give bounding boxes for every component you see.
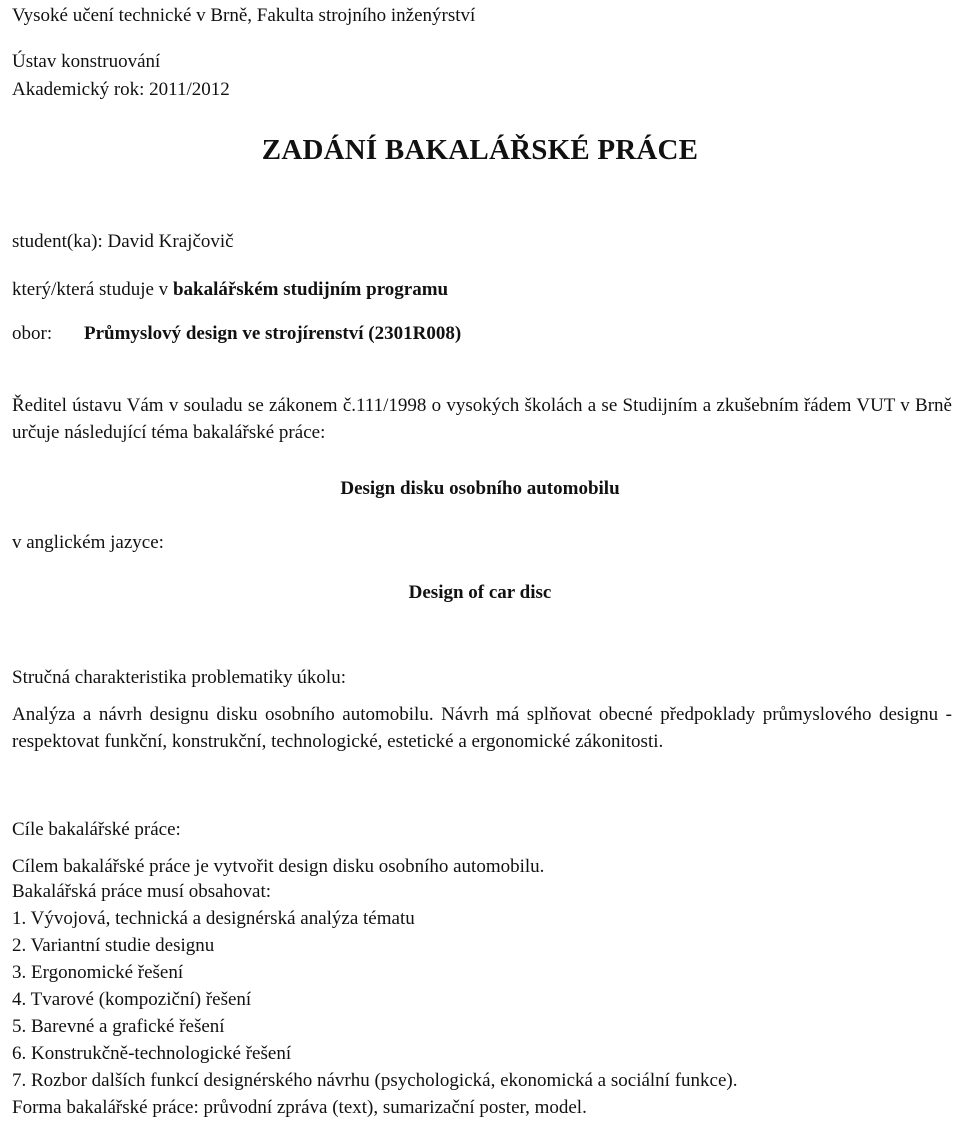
- thesis-form-line: Forma bakalářské práce: průvodní zpráva (text), sumarizační poster, model.: [12, 1097, 587, 1118]
- goals-intro: Cílem bakalářské práce je vytvořit design disku osobního automobilu.: [12, 856, 545, 877]
- student-line: student(ka): David Krajčovič: [12, 231, 234, 252]
- study-program-type: bakalářském studijním programu: [172, 279, 449, 300]
- must-contain-line: Bakalářská práce musí obsahovat:: [12, 881, 272, 902]
- characteristics-text: Analýza a návrh designu disku osobního automobilu. Návrh má splňovat obecné předpoklady průmyslového designu -respektovat funkční, konstrukční, technologické, estetické a ergonomické zákonitosti.: [12, 704, 952, 752]
- field-of-study-line: [12, 322, 461, 346]
- goal-item: 6. Konstrukčně-technologické řešení: [12, 1043, 292, 1064]
- goal-item: 4. Tvarové (kompoziční) řešení: [12, 989, 252, 1010]
- topic-english: Design of car disc: [408, 582, 552, 603]
- english-language-label: v anglickém jazyce:: [12, 532, 164, 553]
- goals-heading: Cíle bakalářské práce:: [12, 819, 181, 840]
- department-line: Ústav konstruování: [12, 51, 161, 72]
- study-program-line: [12, 278, 448, 302]
- study-program-prefix: který/která studuje v: [12, 279, 173, 300]
- directive-paragraph: Ředitel ústavu Vám v souladu se zákonem č.111/1998 o vysokých školách a se Studijním a zkušebním řádem VUT v Brně určuje následující téma bakalářské práce:: [12, 395, 952, 443]
- goal-item: 1. Vývojová, technická a designérská analýza tématu: [12, 908, 415, 929]
- field-of-study-value: Průmyslový design ve strojírenství (2301R008): [84, 323, 462, 344]
- goal-item: 5. Barevné a grafické řešení: [12, 1016, 225, 1037]
- topic-czech: Design disku osobního automobilu: [340, 478, 620, 499]
- goal-item: 2. Variantní studie designu: [12, 935, 215, 956]
- document-title: ZADÁNÍ BAKALÁŘSKÉ PRÁCE: [261, 134, 699, 166]
- field-of-study-label: obor:: [12, 323, 53, 344]
- characteristics-heading: Stručná charakteristika problematiky úkolu:: [12, 667, 346, 688]
- institution-line: Vysoké učení technické v Brně, Fakulta strojního inženýrství: [12, 5, 476, 26]
- goal-item: 3. Ergonomické řešení: [12, 962, 184, 983]
- academic-year-line: Akademický rok: 2011/2012: [12, 79, 230, 100]
- goal-item: 7. Rozbor dalších funkcí designérského návrhu (psychologická, ekonomická a sociální funkce).: [12, 1070, 738, 1091]
